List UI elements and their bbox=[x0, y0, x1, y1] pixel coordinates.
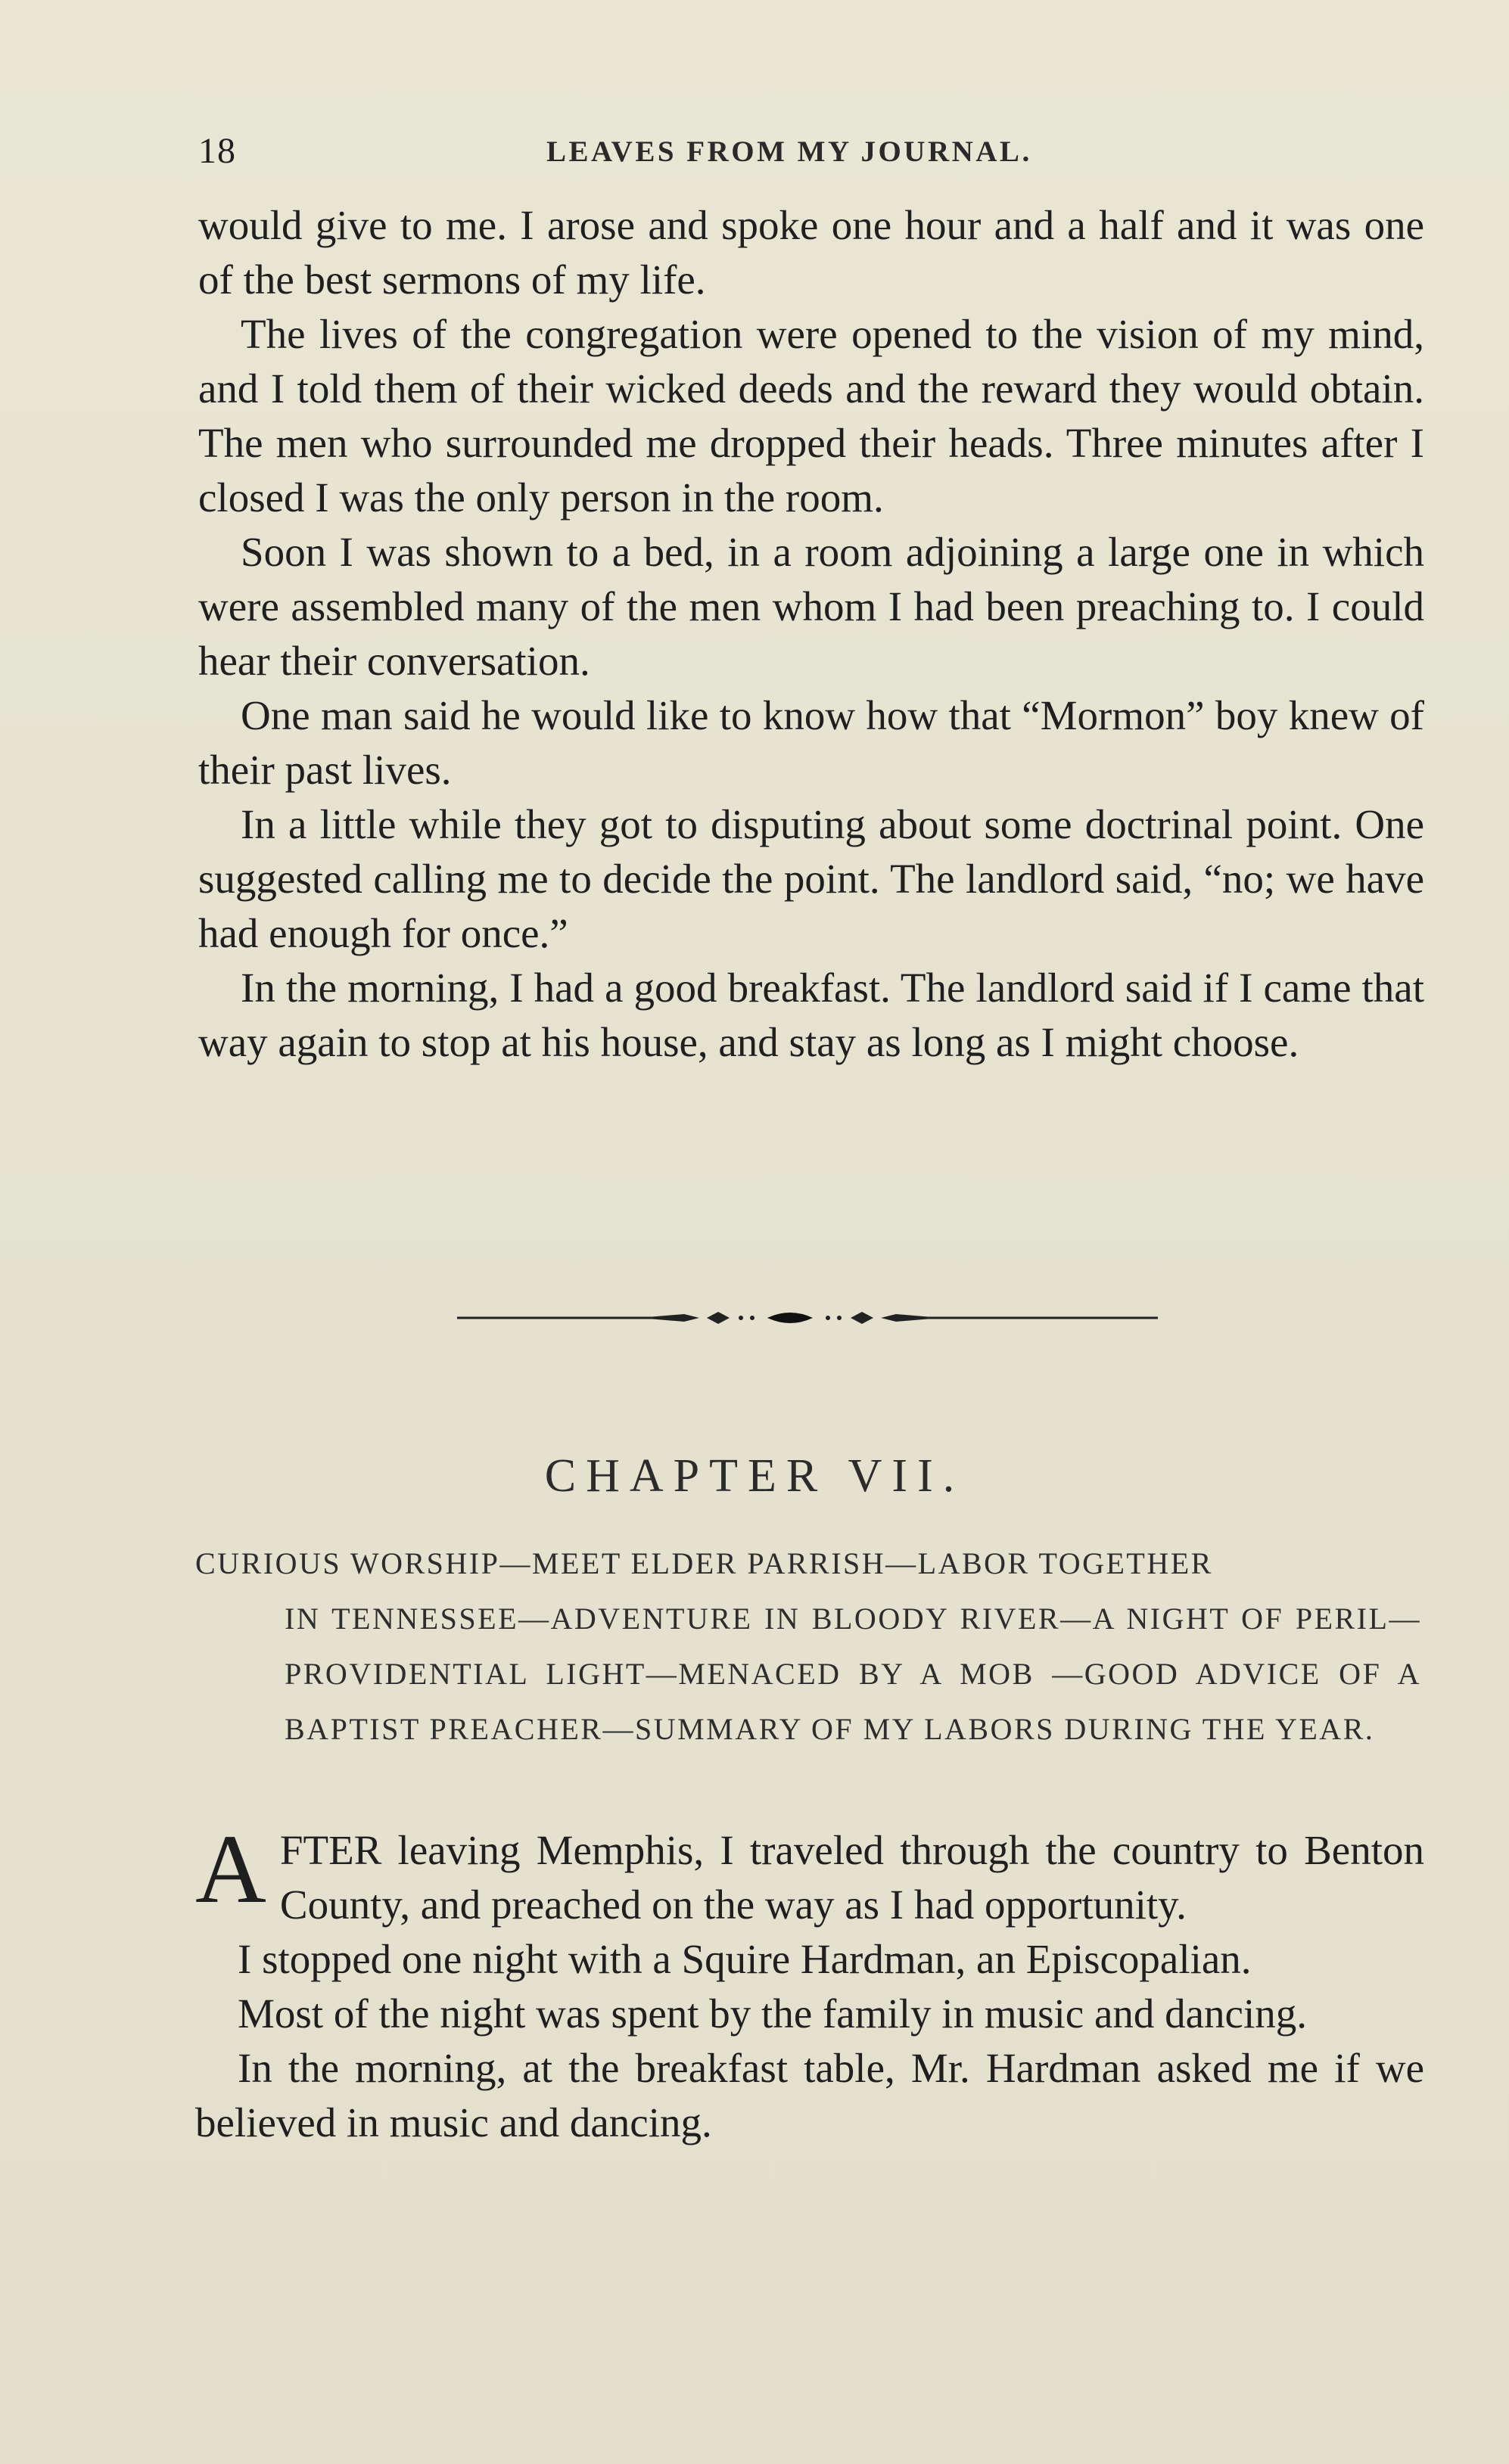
opening-paragraph bbox=[195, 1815, 1424, 1932]
paragraph: I stopped one night with a Squire Hardman, an Episcopalian. bbox=[238, 1936, 1252, 1982]
paragraph: In a little while they got to disputing about some doctrinal point. One suggested calling me to decide the point. The landlord said, “no; we have had enough for once.” bbox=[198, 801, 1424, 956]
running-head: LEAVES FROM MY JOURNAL. bbox=[546, 135, 1032, 168]
page-number: 18 bbox=[198, 131, 236, 171]
chapter-body bbox=[195, 1815, 1424, 2150]
synopsis-first-line: CURIOUS WORSHIP—MEET ELDER PARRISH—LABOR TOGETHER bbox=[195, 1546, 1213, 1580]
paragraph: In the morning, I had a good breakfast. The landlord said if I came that way again to stop at his house, and stay as long as I might choose. bbox=[198, 965, 1424, 1065]
synopsis-continuation: IN TENNESSEE—ADVENTURE IN BLOODY RIVER—A NIGHT OF PERIL—PROVIDENTIAL LIGHT—MENACED BY A MOB —GOOD ADVICE OF A BAPTIST PREACHER—SUMMARY OF MY LABORS DURING THE YEAR. bbox=[285, 1602, 1421, 1746]
section-divider-ornament bbox=[457, 1303, 1158, 1333]
page-header bbox=[198, 130, 1424, 176]
paragraph: The lives of the congregation were opened to the vision of my mind, and I told them of their wicked deeds and the reward they would obtain. The men who surrounded me dropped their heads. Three minutes after I closed I was the only person in the room. bbox=[198, 311, 1424, 520]
paragraph: Soon I was shown to a bed, in a room adjoining a large one in which were assembled many of the men whom I had been preaching to. I could hear their conversation. bbox=[198, 529, 1424, 684]
paragraph: One man said he would like to know how that “Mormon” boy knew of their past lives. bbox=[198, 692, 1424, 793]
chapter-title: CHAPTER VII. bbox=[544, 1450, 965, 1502]
paragraph: would give to me. I arose and spoke one hour and a half and it was one of the best sermons of my life. bbox=[198, 202, 1424, 303]
drop-cap: A bbox=[195, 1815, 266, 1924]
body-text bbox=[198, 198, 1424, 1070]
opening-paragraph-text: FTER leaving Memphis, I traveled through the country to Benton County, and preached on the way as I had opportunity. bbox=[279, 1827, 1424, 1928]
paragraph: In the morning, at the breakfast table, Mr. Hardman asked me if we believed in music and dancing. bbox=[195, 2045, 1424, 2146]
chapter-synopsis bbox=[195, 1536, 1421, 1757]
paragraph: Most of the night was spent by the family in music and dancing. bbox=[238, 1990, 1307, 2037]
